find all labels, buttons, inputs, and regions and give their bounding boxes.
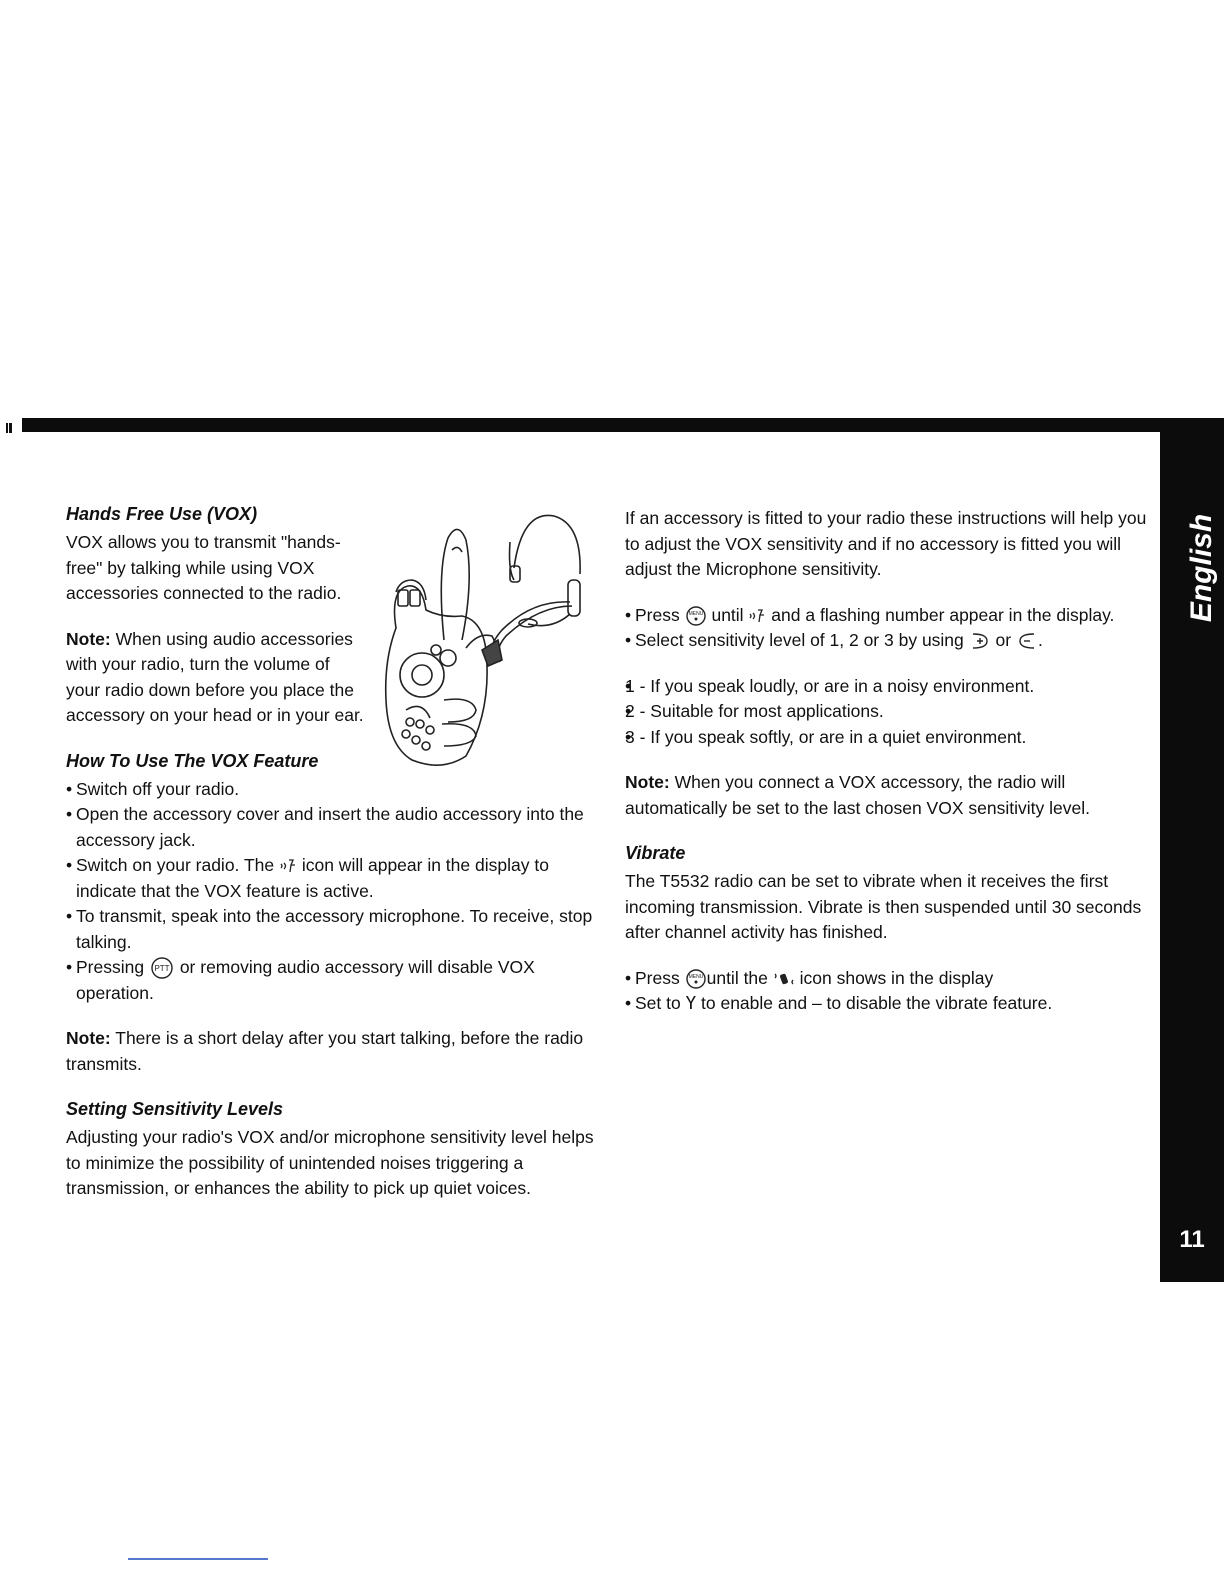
list-item-text: until the: [706, 967, 773, 988]
svg-text:MENU: MENU: [688, 973, 703, 980]
sensitivity-steps: [625, 603, 1153, 654]
list-item-text: or removing audio accessory will disable VOX operation.: [76, 957, 535, 1003]
down-arrow-icon: [1016, 630, 1038, 652]
menu-button-icon: [685, 968, 707, 990]
delay-note: [66, 1026, 596, 1077]
note-text: There is a short delay after you start talking, before the radio transmits.: [66, 1028, 584, 1074]
list-item-text: Pressing: [76, 957, 149, 977]
vibrate-icon: [773, 970, 795, 988]
hands-free-intro: VOX allows you to transmit "hands-free" by talking while using VOX accessories connected to the radio.: [66, 532, 342, 603]
svg-text:PTT: PTT: [154, 964, 170, 974]
list-item-text: to disable the vibrate feature.: [821, 993, 1053, 1013]
hands-free-note: [66, 627, 366, 729]
sensitivity-heading: Setting Sensitivity Levels: [66, 1099, 284, 1119]
footer-line: [128, 1558, 268, 1560]
auto-sensitivity-note: [625, 770, 1153, 821]
list-item: [66, 955, 596, 1006]
list-item: [625, 966, 1153, 992]
page-number: 11: [1179, 1226, 1205, 1253]
list-item-text: Select sensitivity level of 1, 2 or 3 by using: [635, 630, 969, 650]
vox-icon: [748, 608, 766, 624]
sensitivity-text: Adjusting your radio's VOX and/or microphone sensitivity level helps to minimize the possibility of unintended noises triggering a transmission, or enhances the ability to pick up quiet voices.: [66, 1127, 594, 1198]
vibrate-steps: [625, 966, 1153, 1018]
header-rule: [22, 418, 1224, 432]
list-item: [625, 991, 1153, 1018]
list-item-text: until: [706, 604, 749, 625]
list-item-text: .: [1037, 630, 1043, 650]
list-item-text: Press: [635, 604, 685, 625]
corner-mark: [6, 420, 16, 430]
list-item: • Switch off your radio.: [66, 777, 596, 803]
language-tab-label: English: [1185, 513, 1218, 623]
list-item-text: Switch on your radio. The: [76, 855, 279, 875]
level-item: • 1 - If you speak loudly, or are in a noisy environment.: [625, 674, 1153, 700]
menu-button-icon: [685, 605, 707, 627]
list-item: [625, 628, 1153, 654]
disable-symbol: –: [811, 993, 822, 1013]
up-arrow-icon: [969, 630, 991, 652]
list-item-text: to enable and: [696, 993, 812, 1013]
note-text: When you connect a VOX accessory, the radio will automatically be set to the last chosen VOX sensitivity level.: [625, 772, 1090, 818]
list-item-text: icon shows in the display: [794, 967, 994, 988]
list-item: • To transmit, speak into the accessory microphone. To receive, stop talking.: [66, 904, 596, 955]
note-label: Note:: [66, 628, 111, 649]
level-item: • 2 - Suitable for most applications.: [625, 699, 1153, 725]
vox-icon: [279, 858, 297, 874]
list-item: • Open the accessory cover and insert the audio accessory into the accessory jack.: [66, 802, 596, 853]
vibrate-text: The T5532 radio can be set to vibrate when it receives the first incoming transmission. Vibrate is then suspended until 30 seconds after channel activity has finished.: [625, 871, 1142, 942]
list-item: [66, 853, 596, 904]
level-list: [625, 674, 1153, 751]
enable-symbol: Y: [685, 994, 697, 1014]
note-text: When using audio accessories with your radio, turn the volume of your radio down before you place the accessory on your head or in your ear.: [66, 628, 364, 725]
how-to-list: [66, 777, 596, 1007]
ptt-button-icon: [149, 956, 175, 980]
list-item-text: and a flashing number appear in the display.: [766, 604, 1115, 625]
svg-text:MENU: MENU: [688, 610, 703, 617]
note-label: Note:: [66, 1028, 111, 1048]
accessory-intro: If an accessory is fitted to your radio these instructions will help you to adjust the VOX sensitivity and if no accessory is fitted you will adjust the Microphone sensitivity.: [625, 508, 1147, 579]
list-item: [625, 603, 1153, 629]
right-column: [625, 506, 1153, 1018]
how-to-heading: How To Use The VOX Feature: [66, 750, 319, 771]
left-column: [66, 502, 596, 1202]
list-item-text: or: [990, 630, 1016, 650]
list-item-text: Set to: [635, 993, 686, 1013]
hands-free-heading: Hands Free Use (VOX): [66, 504, 258, 524]
vibrate-heading: Vibrate: [625, 843, 686, 863]
note-label: Note:: [625, 772, 670, 792]
list-item-text: Press: [635, 967, 685, 988]
level-item: • 3 - If you speak softly, or are in a quiet environment.: [625, 725, 1153, 751]
list-item-text: icon will appear in the display to indicate that the VOX feature is active.: [76, 855, 549, 901]
